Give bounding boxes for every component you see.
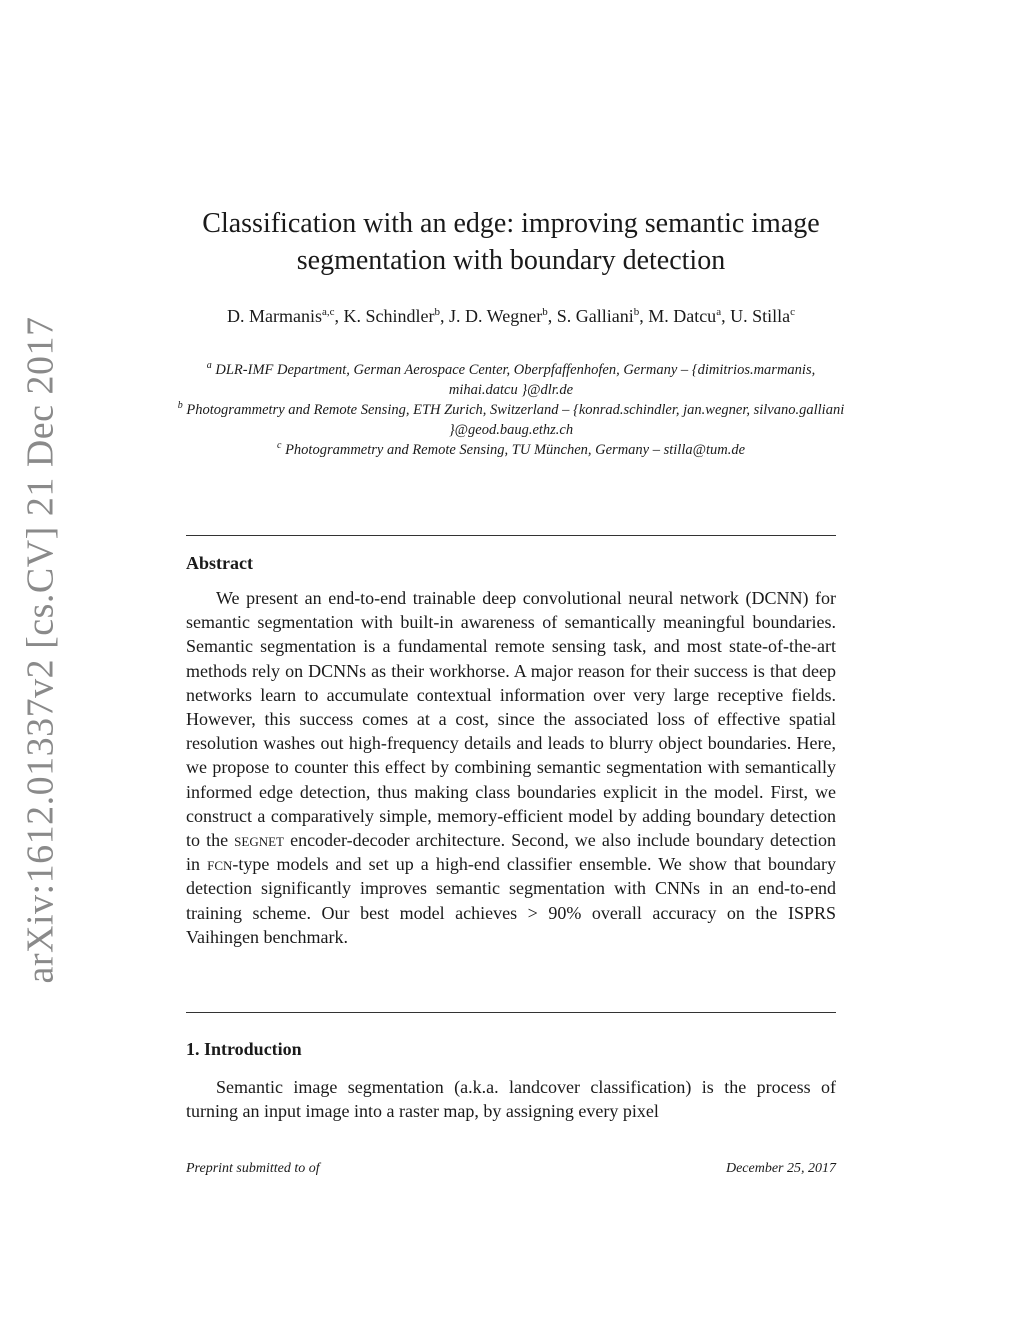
author: K. Schindler$^b$, [343,306,449,326]
author: M. Datcu$^a$, [648,306,731,326]
footer-date: December 25, 2017 [725,1161,836,1176]
author: S. Galliani$^b$, [556,306,649,326]
abstract-heading: Abstract [186,553,253,573]
footer-preprint-note: Preprint submitted to of [186,1161,320,1176]
author: J. D. Wegner$^b$, [449,306,557,326]
title-line-1: Classification with an edge: improving semantic image [202,208,820,239]
author: D. Marmanis$^{a,c}$, [227,306,344,326]
introduction-text: Semantic image segmentation (a.k.a. landcover classification) is the process of turning an input image into a raster map, by assigning every pixel [186,1077,836,1122]
fcn-term: fcn [207,854,233,875]
affiliation: $^b$ Photogrammetry and Remote Sensing, ETH Zurich, Switzerland – {konrad.schindler, jan.wegner, silvano.galliani }@geod.baug.ethz.ch [177,400,845,438]
paper-title [146,205,876,279]
introduction-heading: 1. Introduction [186,1039,302,1059]
title-line-2: segmentation with boundary detection [296,245,726,276]
abstract-bottom-rule [186,1012,836,1013]
arxiv-id-text: arXiv:1612.01337v2 [cs.CV] 21 Dec 2017 [19,316,62,984]
abstract-top-rule [186,535,836,536]
author: U. Stilla$^c$ [730,306,795,326]
segnet-term: segnet [234,830,284,851]
author-list [176,304,846,328]
page-footer [186,1161,836,1177]
arxiv-identifier-stamp [10,316,70,984]
abstract-text: We present an end-to-end trainable deep convolutional neural network (DCNN) for semantic segmentation with built-in awareness of semantically meaningful boundaries. Semantic segmentation is a fundamental remote sensing task, and most state-of-the-art methods rely on DCNNs as their workhorse. A major reason for their success is that deep networks learn to accumulate contextual information over very large receptive fields. However, this success comes at a cost, since the associated loss of effective spatial resolution washes out high-frequency details and leads to blurry object boundaries. Here, we propose to counter this effect by combining semantic segmentation with semantically informed edge detection, thus making class boundaries explicit in the model. First, we construct a comparatively simple, memory-efficient model by adding boundary detection to the segnet encoder-decoder architecture. Second, we also include boundary detection in fcn-type models and set up a high-end classifier ensemble. We show that boundary detection significantly improves semantic segmentation with CNNs in an end-to-end training scheme. Our best model achieves > 90% overall accuracy on the ISPRS Vaihingen benchmark. [186,588,837,947]
affiliation: $^a$ DLR-IMF Department, German Aerospace Center, Oberpfaffenhofen, Germany – {dimitrios.marmanis, mihai.datcu }@dlr.de [206,360,816,398]
affiliation: $^c$ Photogrammetry and Remote Sensing, TU München, Germany – stilla@tum.de [276,440,746,458]
paper-page [177,0,845,1325]
affiliation-list [176,360,846,460]
